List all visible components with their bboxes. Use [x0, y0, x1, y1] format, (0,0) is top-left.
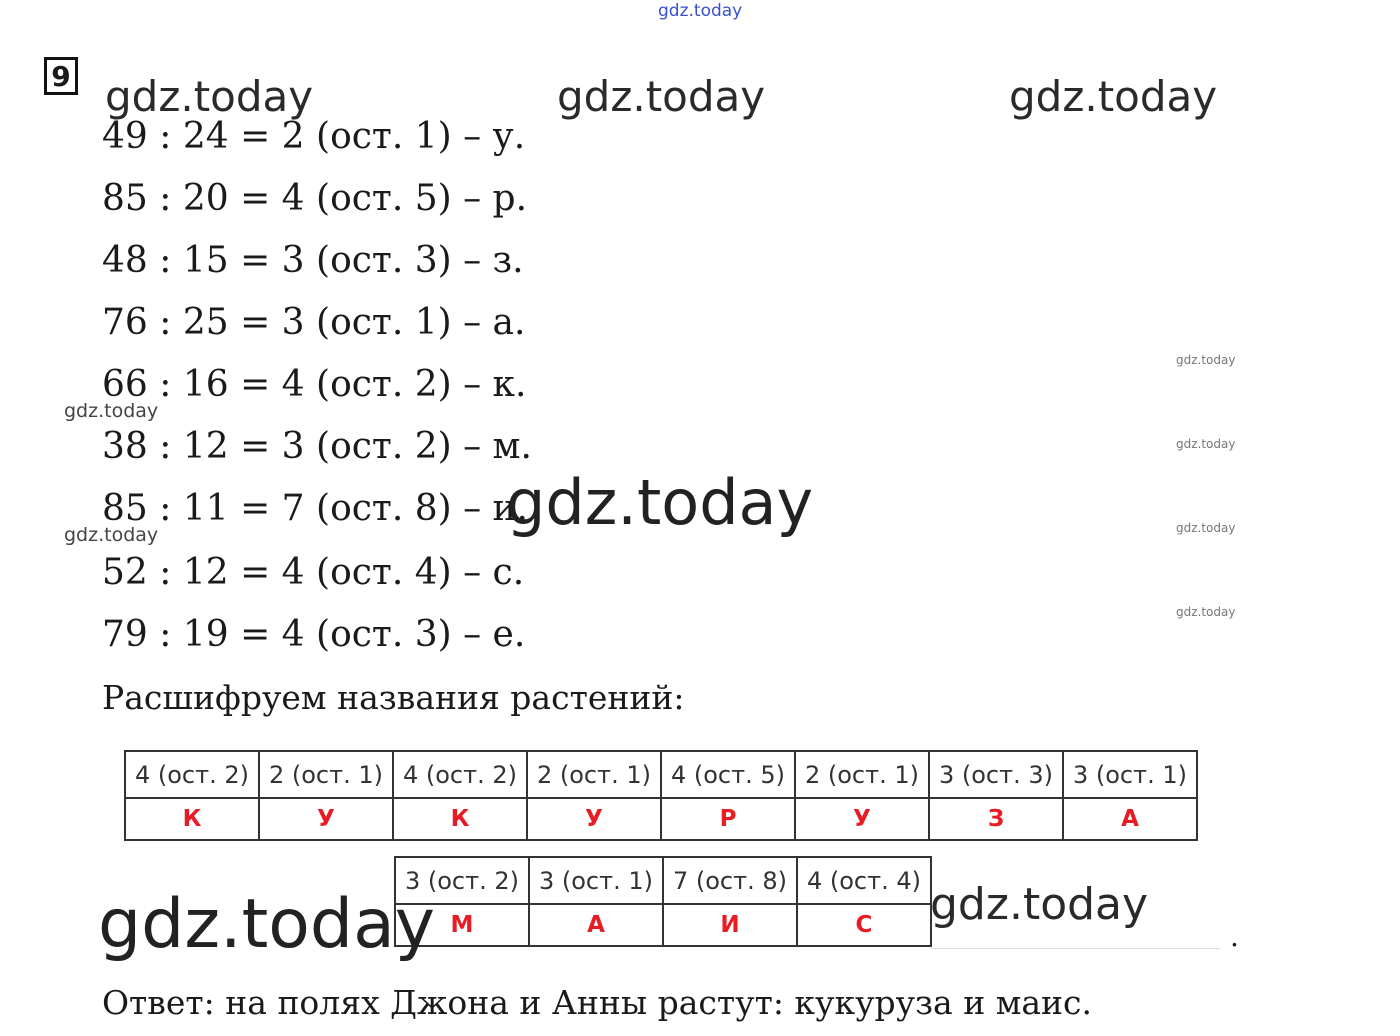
letter-cell: У	[259, 798, 393, 840]
watermark-large-1: gdz.today	[105, 72, 314, 121]
letter-cell: У	[527, 798, 661, 840]
equation-5: 66 : 16 = 4 (ост. 2) – к.	[102, 364, 527, 405]
equation-1: 49 : 24 = 2 (ост. 1) – у.	[102, 116, 526, 157]
section-heading: Расшифруем названия растений:	[102, 678, 685, 717]
code-cell: 7 (ост. 8)	[663, 857, 797, 904]
answer-text: Ответ: на полях Джона и Анны растут: кукуруза и маис.	[102, 983, 1093, 1022]
watermark-small-left-2: gdz.today	[64, 524, 159, 546]
table-row-codes	[395, 857, 931, 904]
cipher-table-1	[124, 750, 1198, 841]
code-cell: 4 (ост. 2)	[125, 751, 259, 798]
letter-cell: А	[529, 904, 663, 946]
equation-3: 48 : 15 = 3 (ост. 3) – з.	[102, 240, 524, 281]
letter-cell: З	[929, 798, 1063, 840]
watermark-bottom-right: gdz.today	[930, 879, 1149, 930]
letter-cell: И	[663, 904, 797, 946]
watermark-tiny-1: gdz.today	[1176, 353, 1236, 367]
code-cell: 2 (ост. 1)	[259, 751, 393, 798]
watermark-small-left-1: gdz.today	[64, 400, 159, 422]
code-cell: 3 (ост. 1)	[529, 857, 663, 904]
code-cell: 3 (ост. 2)	[395, 857, 529, 904]
watermark-large-2: gdz.today	[557, 72, 766, 121]
code-cell: 4 (ост. 4)	[797, 857, 931, 904]
code-cell: 4 (ост. 2)	[393, 751, 527, 798]
watermark-top: gdz.today	[658, 1, 743, 21]
table-row-letters	[125, 798, 1197, 840]
code-cell: 2 (ост. 1)	[527, 751, 661, 798]
table-row-letters	[395, 904, 931, 946]
letter-cell: Р	[661, 798, 795, 840]
letter-cell: К	[393, 798, 527, 840]
letter-cell: М	[395, 904, 529, 946]
watermark-tiny-3: gdz.today	[1176, 521, 1236, 535]
watermark-tiny-2: gdz.today	[1176, 437, 1236, 451]
letter-cell: У	[795, 798, 929, 840]
task-number: 9	[44, 57, 78, 95]
equation-7: 85 : 11 = 7 (ост. 8) – и.	[102, 488, 528, 529]
code-cell: 3 (ост. 1)	[1063, 751, 1197, 798]
watermark-bottom-left: gdz.today	[98, 885, 435, 964]
equation-8: 52 : 12 = 4 (ост. 4) – с.	[102, 552, 525, 593]
letter-cell: А	[1063, 798, 1197, 840]
cipher-table-2	[394, 856, 932, 947]
table-row-codes	[125, 751, 1197, 798]
equation-2: 85 : 20 = 4 (ост. 5) – р.	[102, 178, 528, 219]
divider	[930, 948, 1220, 949]
equation-9: 79 : 19 = 4 (ост. 3) – е.	[102, 614, 526, 655]
watermark-middle: gdz.today	[506, 466, 814, 539]
letter-cell: С	[797, 904, 931, 946]
watermark-tiny-4: gdz.today	[1176, 605, 1236, 619]
watermark-large-3: gdz.today	[1009, 72, 1218, 121]
code-cell: 4 (ост. 5)	[661, 751, 795, 798]
equation-6: 38 : 12 = 3 (ост. 2) – м.	[102, 426, 532, 467]
trailing-dot: .	[1230, 920, 1239, 953]
equation-4: 76 : 25 = 3 (ост. 1) – а.	[102, 302, 526, 343]
letter-cell: К	[125, 798, 259, 840]
code-cell: 3 (ост. 3)	[929, 751, 1063, 798]
code-cell: 2 (ост. 1)	[795, 751, 929, 798]
